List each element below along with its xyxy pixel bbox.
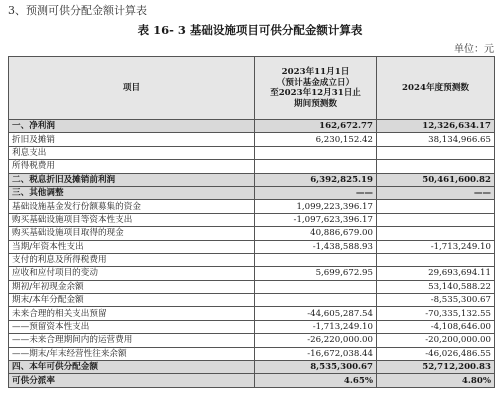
table-row [9, 146, 495, 159]
item-cell: 四、本年可供分配金额 [9, 361, 255, 374]
forecast-cell: 52,712,200.83 [377, 361, 495, 374]
item-cell: 当期/年资本性支出 [9, 240, 255, 253]
item-cell: 折旧及摊销 [9, 133, 255, 146]
item-cell: 利息支出 [9, 146, 255, 159]
period-cell: 4.65% [255, 374, 377, 387]
table-row [9, 347, 495, 360]
item-cell: 期初/年初现金余额 [9, 280, 255, 293]
item-cell: 三、其他调整 [9, 186, 255, 199]
period-cell [255, 280, 377, 293]
item-cell: 购买基础设施项目等资本性支出 [9, 213, 255, 226]
header-period-line: （预计基金成立日） [276, 77, 355, 88]
forecast-cell: 4.80% [377, 374, 495, 387]
forecast-cell: -46,026,486.55 [377, 347, 495, 360]
table-row [9, 267, 495, 280]
table-row [9, 213, 495, 226]
forecast-cell: 50,461,600.82 [377, 173, 495, 186]
forecast-cell: -8,535,300.67 [377, 294, 495, 307]
forecast-cell: -1,713,249.10 [377, 240, 495, 253]
table-row [9, 374, 495, 387]
forecast-cell: 12,326,634.17 [377, 120, 495, 133]
table-row [9, 186, 495, 199]
table-row [9, 133, 495, 146]
forecast-cell [377, 200, 495, 213]
section-heading: 3、预测可供分配金额计算表 [8, 4, 147, 17]
table-title: 表 16- 3 基础设施项目可供分配金额计算表 [137, 23, 363, 37]
period-cell: 6,392,825.19 [255, 173, 377, 186]
table-header-row [9, 57, 495, 120]
forecast-cell: 29,693,694.11 [377, 267, 495, 280]
table-row [9, 160, 495, 173]
period-cell [255, 294, 377, 307]
item-cell: 一、净利润 [9, 120, 255, 133]
period-cell [255, 160, 377, 173]
table-row [9, 200, 495, 213]
distribution-table [8, 56, 495, 388]
period-cell: 5,699,672.95 [255, 267, 377, 280]
item-cell: 二、税息折旧及摊销前利润 [9, 173, 255, 186]
forecast-cell: -20,200,000.00 [377, 334, 495, 347]
item-cell: 可供分派率 [9, 374, 255, 387]
header-item: 项目 [9, 57, 255, 120]
period-cell [255, 146, 377, 159]
period-cell: 1,099,223,396.17 [255, 200, 377, 213]
item-cell: 未来合理的相关支出预留 [9, 307, 255, 320]
table-row [9, 227, 495, 240]
forecast-cell [377, 146, 495, 159]
table-row [9, 253, 495, 266]
period-cell: 6,230,152.42 [255, 133, 377, 146]
forecast-cell: 53,140,588.22 [377, 280, 495, 293]
forecast-cell: -70,335,132.55 [377, 307, 495, 320]
period-cell: 40,886,679.00 [255, 227, 377, 240]
header-period-line: 2023年11月1日 [281, 67, 350, 77]
period-cell: 8,535,300.67 [255, 361, 377, 374]
header-period-line: 期间预测数 [294, 98, 337, 109]
table-row [9, 120, 495, 133]
table-row [9, 334, 495, 347]
forecast-cell: 38,134,966.65 [377, 133, 495, 146]
item-cell: ——未来合理期间内的运营费用 [9, 334, 255, 347]
period-cell: —— [255, 186, 377, 199]
table-row [9, 294, 495, 307]
item-cell: ——预留资本性支出 [9, 320, 255, 333]
table-row [9, 173, 495, 186]
period-cell: -1,438,588.93 [255, 240, 377, 253]
table-row [9, 320, 495, 333]
table-row [9, 240, 495, 253]
item-cell: ——期末/年末经营性往来余额 [9, 347, 255, 360]
period-cell: 162,672.77 [255, 120, 377, 133]
table-body [9, 120, 495, 388]
period-cell: -1,713,249.10 [255, 320, 377, 333]
item-cell: 应收和应付项目的变动 [9, 267, 255, 280]
item-cell: 基础设施基金发行份额募集的资金 [9, 200, 255, 213]
period-cell: -26,220,000.00 [255, 334, 377, 347]
item-cell: 购买基础设施项目取得的现金 [9, 227, 255, 240]
period-cell: -16,672,038.44 [255, 347, 377, 360]
item-cell: 支付的利息及所得税费用 [9, 253, 255, 266]
table-row [9, 307, 495, 320]
forecast-cell: -4,108,646.00 [377, 320, 495, 333]
table-row [9, 280, 495, 293]
table-row [9, 361, 495, 374]
header-period-line: 至2023年12月31日止 [270, 88, 361, 98]
item-cell: 期末/本年分配金额 [9, 294, 255, 307]
forecast-cell [377, 213, 495, 226]
period-cell: -44,605,287.54 [255, 307, 377, 320]
unit-label: 单位：元 [454, 44, 494, 55]
period-cell [255, 253, 377, 266]
forecast-cell [377, 160, 495, 173]
header-forecast: 2024年度预测数 [377, 57, 495, 120]
header-period [255, 57, 377, 120]
forecast-cell: —— [377, 186, 495, 199]
period-cell: -1,097,623,396.17 [255, 213, 377, 226]
item-cell: 所得税费用 [9, 160, 255, 173]
forecast-cell [377, 227, 495, 240]
forecast-cell [377, 253, 495, 266]
